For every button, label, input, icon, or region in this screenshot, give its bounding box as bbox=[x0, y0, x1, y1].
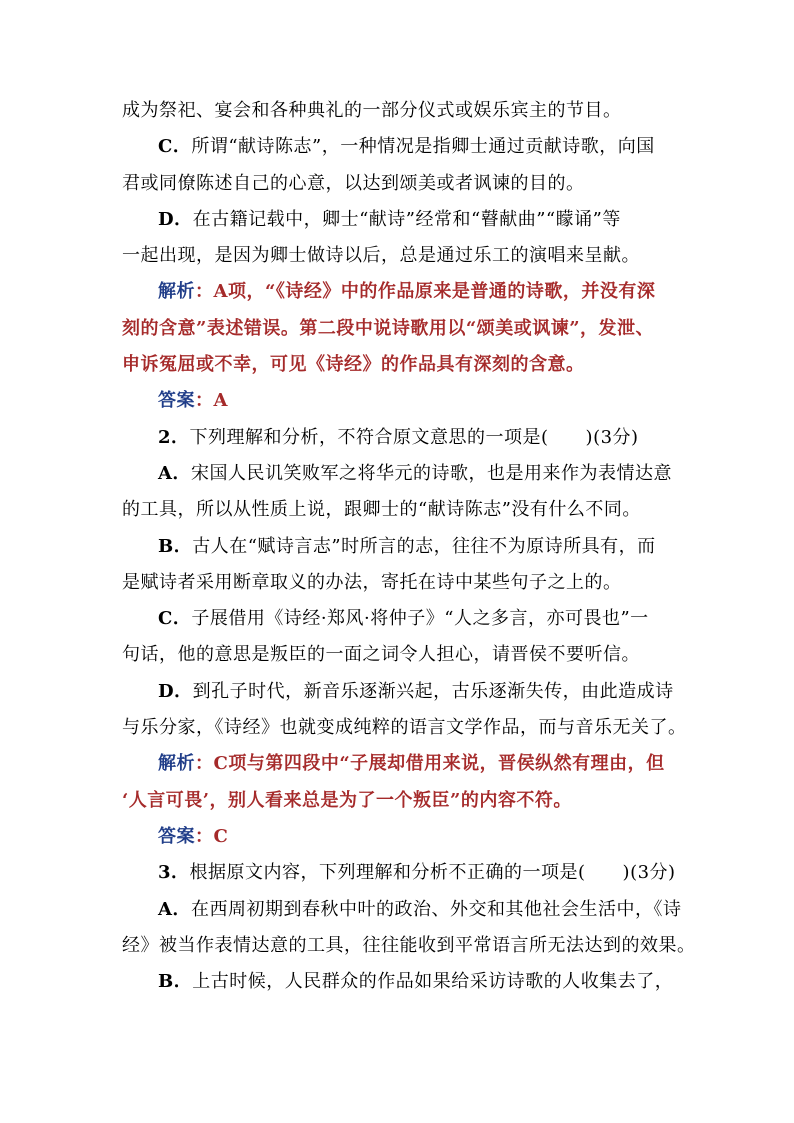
line-text: 申诉冤屈或不幸，可见《诗经》的作品具有深刻的含意。 bbox=[122, 354, 585, 376]
text-line bbox=[122, 710, 687, 746]
text-line bbox=[122, 892, 682, 928]
line-text: ：C bbox=[195, 825, 229, 847]
item-label: 3． bbox=[158, 862, 190, 884]
item-label: A． bbox=[158, 462, 191, 484]
answer-line bbox=[122, 819, 676, 855]
analysis-line bbox=[122, 347, 676, 383]
analysis-label: 解析 bbox=[158, 281, 195, 303]
line-text: 的工具，所以从性质上说，跟卿士的“献诗陈志”没有什么不同。 bbox=[122, 499, 641, 521]
analysis-line bbox=[122, 311, 676, 347]
line-text: 句话，他的意思是叛臣的一面之词令人担心，请晋侯不要听信。 bbox=[122, 644, 640, 666]
line-text: 子展借用《诗经·郑风·将仲子》“人之多言，亦可畏也”一 bbox=[191, 608, 649, 630]
line-text: 君或同僚陈述自己的心意，以达到颂美或者讽谏的目的。 bbox=[122, 172, 585, 194]
line-text: 上古时候，人民群众的作品如果给采访诗歌的人收集去了， bbox=[192, 971, 674, 993]
item-label: C． bbox=[158, 136, 192, 158]
line-text: 与乐分家，《诗经》也就变成纯粹的语言文学作品，而与音乐无关了。 bbox=[122, 717, 687, 739]
line-text: 成为祭祀、宴会和各种典礼的一部分仪式或娱乐宾主的节目。 bbox=[122, 100, 622, 121]
answer-line bbox=[122, 383, 676, 419]
line-text: 经》被当作表情达意的工具，往往能收到平常语言所无法达到的效果。 bbox=[122, 934, 696, 956]
text-line bbox=[122, 964, 676, 1000]
text-line bbox=[122, 529, 676, 565]
item-label: A． bbox=[158, 898, 191, 920]
text-line bbox=[122, 166, 676, 202]
analysis-line bbox=[122, 746, 676, 782]
analysis-label: 解析 bbox=[158, 753, 195, 775]
line-text: ‘人言可畏’，别人看来总是为了一个叛臣”的内容不符。 bbox=[122, 789, 572, 811]
text-line bbox=[122, 129, 676, 165]
text-line bbox=[122, 565, 676, 601]
text-line bbox=[122, 601, 676, 637]
item-label: B． bbox=[158, 535, 193, 557]
text-line bbox=[122, 674, 676, 710]
text-line bbox=[122, 202, 676, 238]
line-text: 一起出现，是因为卿士做诗以后，总是通过乐工的演唱来呈献。 bbox=[122, 245, 640, 267]
line-text: 到孔子时代，新音乐逐渐兴起，古乐逐渐失传，由此造成诗 bbox=[192, 680, 674, 702]
line-text: ：A bbox=[195, 390, 228, 412]
text-line bbox=[122, 420, 676, 456]
line-text: 宋国人民讥笑败军之将华元的诗歌，也是用来作为表情达意 bbox=[190, 462, 672, 484]
text-line bbox=[122, 928, 696, 964]
line-text: 下列理解和分析，不符合原文意思的一项是( )(3分) bbox=[189, 426, 639, 448]
answer-label: 答案 bbox=[158, 390, 195, 412]
item-label: B． bbox=[158, 971, 193, 993]
line-text: ：C项与第四段中“子展却借用来说，晋侯纵然有理由，但 bbox=[195, 753, 665, 775]
answer-label: 答案 bbox=[158, 825, 195, 847]
text-line bbox=[122, 93, 676, 129]
line-text: 根据原文内容，下列理解和分析不正确的一项是( )(3分) bbox=[189, 862, 676, 884]
analysis-line bbox=[122, 274, 676, 310]
text-line bbox=[122, 637, 676, 673]
line-text: 古人在“赋诗言志”时所言的志，往往不为原诗所具有，而 bbox=[192, 535, 656, 557]
item-label: D． bbox=[158, 208, 193, 230]
analysis-line bbox=[122, 783, 676, 819]
item-label: C． bbox=[158, 608, 192, 630]
item-label: D． bbox=[158, 680, 193, 702]
text-line bbox=[122, 238, 676, 274]
line-text: 刻的含意”表述错误。第二段中说诗歌用以“颂美或讽谏”，发泄、 bbox=[122, 317, 655, 339]
item-label: 2． bbox=[158, 426, 190, 448]
line-text: ：A项，“《诗经》中的作品原来是普通的诗歌，并没有深 bbox=[195, 281, 656, 303]
text-line bbox=[122, 456, 676, 492]
text-line bbox=[122, 492, 676, 528]
text-line bbox=[122, 855, 676, 891]
line-text: 所谓“献诗陈志”，一种情况是指卿士通过贡献诗歌，向国 bbox=[191, 136, 655, 158]
line-text: 在古籍记载中，卿士“献诗”经常和“瞽献曲”“矇诵”等 bbox=[192, 208, 621, 230]
line-text: 是赋诗者采用断章取义的办法，寄托在诗中某些句子之上的。 bbox=[122, 571, 622, 593]
line-text: 在西周初期到春秋中叶的政治、外交和其他社会生活中，《诗 bbox=[190, 898, 682, 920]
